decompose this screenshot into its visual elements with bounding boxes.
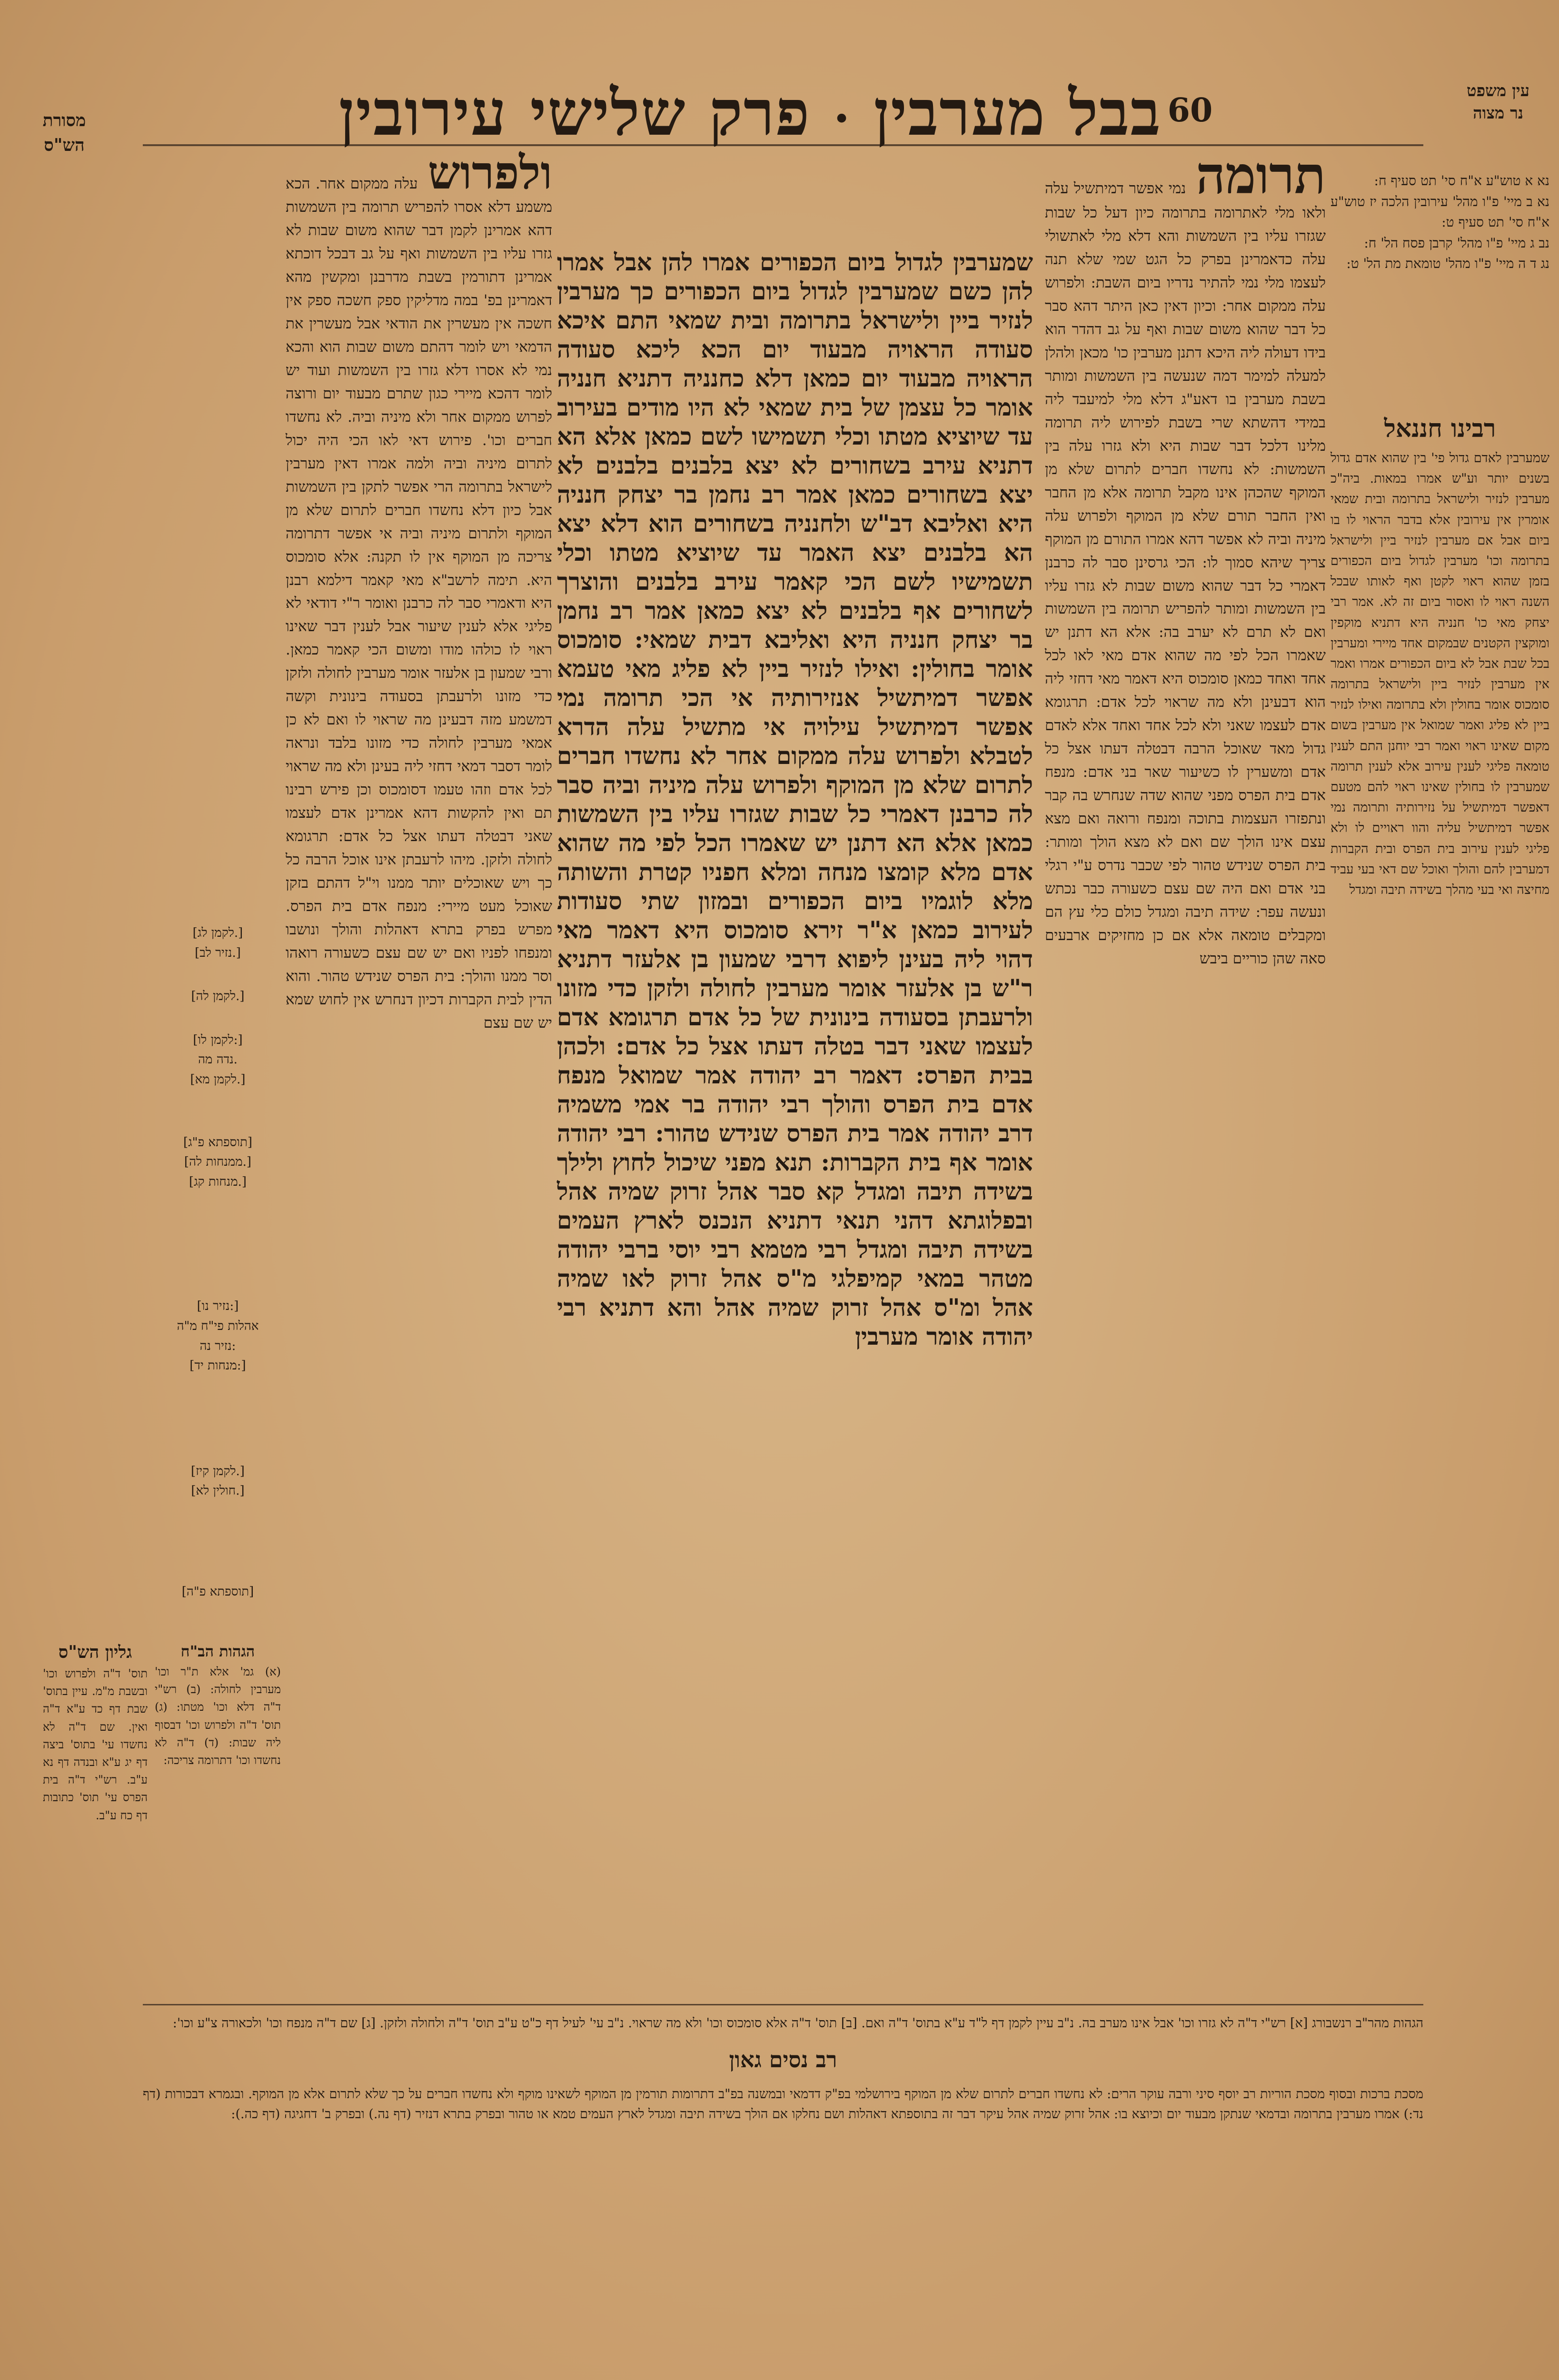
rabbeinu-chananel <box>1331 414 1549 1999</box>
mesoret-note: [תוספתא פ"ה] <box>181 1584 254 1599</box>
gilyon-hashas-text: תוס' ד"ה ולפרוש וכו' ובשבת מ"מ. עיין בתוס' שבת דף כד ע"א ד"ה ואין. שם ד"ה לא נחשדו עי' בתוס' ביצה דף יג ע"א ובנדה דף נא ע"ב. רש"י ד"ה בית הפרס עי' תוס' כתובות דף כח ע"ב. <box>43 1667 148 1822</box>
tosafot-text: עלה ממקום אחר. הכא משמע דלא אסרו להפריש תרומה בין השמשות דהא אמרינן לקמן דבר שהוא משום שבות לא גזרו עליו בין השמשות ואף על גב דבכל דוכתא אמרינן דתורמין בשבת מדרבנן ומקשין מהא דאמרינן בפ' במה מדליקין ספק חשכה ספק אין חשכה אין מעשרין את הודאי אבל מעשרין את הדמאי ויש לומר דהתם משום שבות הוא והכא נמי לא אסרו דלא גזרו בין השמשות ועוד יש לומר דהכא מיירי כגון שתרם מבעוד יום ורוצה לפרוש ממקום אחר ולא מיניה וביה. לא נחשדו חברים וכו'. פירוש דאי לאו הכי היה יכול לתרום מיניה וביה ולמה אמרו דאין מערבין לישראל בתרומה הרי אפשר לתקן בין השמשות אבל כיון דלא נחשדו חברים לתרום שלא מן המוקף ולתרום מיניה וביה אי אפשר דתרומה צריכה מן המוקף אין לו תקנה: אלא סומכוס היא. תימה לרשב"א מאי קאמר דילמא רבנן היא ודאמרי סבר לה כרבנן ואומר ר"י דודאי לא פליגי אלא לענין שיעור אבל לענין דבר שאינו ראוי לו כולהו מודו ומשום הכי קאמר כמאן. ורבי שמעון בן אלעזר אומר מערבין לחולה ולזקן כדי מזונו ולרעבתן בסעודה בינונית וקשה דמשמע מזה דבעינן מה שראוי לו ואם לא כן אמאי מערבין לחולה כדי מזונו בלבד ונראה לומר דסבר דמאי דחזי ליה בעינן ולא מה שראוי לכל אדם וזהו טעמו דסומכוס וכן פירש רבינו תם ואין להקשות דהא אמרינן אדם לעצמו שאני דבטלה דעתו אצל כל אדם: תרגומא לחולה ולזקן. מיהו לרעבתן אינו אוכל הרבה כל כך ויש שאוכלים יותר ממנו וי"ל דהתם בזקן שאוכל מעט מיירי: מנפח אדם בית הפרס. מפרש בפרק בתרא דאהלות והולך ונושבו ומנפחו לפניו ואם יש שם עצם כשעורה רואהו וסר ממנו והולך: בית הפרס שנידש טהור. והוא הדין לבית הקברות דכיון דנחרש אין לחוש שמא יש שם עצם <box>286 175 552 1031</box>
rabbeinu-chananel-text: שמערבין לאדם גדול פי' בין שהוא אדם גדול בשנים יותר וע"ש אמרו במאות. ביה"כ מערבין לנזיר ולישראל בתרומה ובית שמאי אומרין אין עירובין אלא בדבר הראוי לו בו ביום אבל אם מערבין לנזיר ביין ולישראל בתרומה וכו' מערבין לגדול ביום הכפורים בזמן שהוא ראוי לקטן ואף לאותו שבכל השנה ראוי לו ואסור ביום זה לא. אמר רבי יצחק מאי כו' חנניה היא דתניא מוקפין ומוקצין הקטנים שבמקום אחד מיירי ומערבין בכל שבת אבל לא ביום הכפורים אמרו ואמר אין מערבין לנזיר ביין ולישראל בתרומה סומכוס אומר בחולין ולא בתרומה ואילו לנזיר ביין לא פליג ואמר שמואל אין מערבין בשום מקום שאינו ראוי ואמר רבי יוחנן התם לענין טומאה פליגי לענין עירוב אלא לענין תרומה שמערבין לו בחולין שאינו ראוי להם מטעם דאפשר דמיתשיל על נזירותיה ותרומה נמי אפשר דמיתשיל עליה והוו ראויים לו ולא פליגי לענין עירוב בית הפרס ובית הקברות דמערבין להם והולך ואוכל שם דאי בעי עביד מחיצה ואי בעי מהלך בשידה תיבה ומגדל <box>1331 451 1549 897</box>
mesoret-note: אהלות פי"ח מ"ה <box>177 1319 259 1333</box>
title-masechet: עירובין <box>338 76 507 150</box>
mesoret-note: [ממנחות לה.] <box>184 1155 252 1170</box>
rav-nissim-gaon-text: מסכת ברכות ובסוף מסכת הוריות רב יוסף סיני ורבה עוקר הרים: לא נחשדו חברים לתרום שלא מן המוקף בירושלמי בפ"ק דדמאי ובמשנה בפ"ב דתרומות תורמין מן המוקף לשאינו מוקף ולא נחשדו חברים על כך שלא לתרום אלא מן המוקף. ובגמרא דבכורות (דף נד:) אמרו מערבין בתרומה ובדמאי שנתקן מבעוד יום וכיוצא בו: אהל זרוק שמיה אהל עיקר דבר זה בתוספתא דאהלות ושם נחלקו אם הולך בשידה תיבה ומגדל לארץ העמים טמא או טהור ובפרק בתרא דנזיר (דף נה.) ובפרק ב' דחגיגה (דף כה.): <box>143 2087 1423 2122</box>
ein-mishpat-label-text: עין משפט נר מצוה <box>1467 81 1529 123</box>
gilyon-hashas-title: גליון הש"ס <box>58 1642 132 1662</box>
bottom-note-ranshburg: הגהות מהר"ב רנשבורג [א] רש"י ד"ה לא גזרו וכו' אבל אינו מערב בה. נ"ב עיין לקמן דף ל"ד ע"א בתוס' ד"ה ואם. [ב] תוס' ד"ה אלא סומכוס וכו' ולא מה שראוי. נ"ב עי' לעיל דף כ"ט ע"ב תוס' ד"ה ולחולה ולזקן. [ג] שם ד"ה מנפח וכו' ולכאורה צ"ע וכו': <box>172 2016 1423 2031</box>
gemara-text-block <box>557 248 1033 1628</box>
rav-nissim-gaon-title: רב נסים גאון <box>729 2046 837 2073</box>
mesoret-note: [לקמן לג.] <box>192 926 243 940</box>
rashi-lead-word: תרומה <box>1196 146 1326 206</box>
title-perek-label: פרק <box>709 76 811 150</box>
hagahot-habach-title: הגהות הב"ח <box>180 1642 255 1660</box>
gilyon-hashas <box>43 1642 148 2004</box>
ein-mishpat-entries <box>1331 150 1549 407</box>
rashi-text: נמי אפשר דמיתשיל עלה ולאו מלי לאתרומה בתרומה כיון דעל כל שבות שגזרו עליו בין השמשות והא דלא מלי לאתשולי עלה כדאמרינן בפרק כל הגט שמי שלא תנה לעצמו מלי נמי להתיר נדריו ביום השבת: ולפרוש עלה ממקום אחר: וכיון דאין כאן היתר דהא סבר כל דבר שהוא משום שבות ואף על גב דהדר הוא בידו דעולה ליה היכא דתנן מערבין כו' מכאן ולהלן למעלה למימר דמה שנעשה בין השמשות ומותר בשבת מערבין בו דאע"ג דלא מלי למיעבד ליה במידי דהשתא שרי בשבת לפירוש ליה תרומה מלינו דלכל דבר שבות היא ולא גזרו עלה בין השמשות: לא נחשדו חברים לתרום שלא מן המוקף שהכהן אינו מקבל תרומה אלא מן החבר ואין החבר תורם שלא מן המוקף ולפרוש עלה מיניה וביה לא אפשר דהא אמרו התורם מן המוקף צריך שיהא סמוך לו: הכי גרסינן סבר לה כרבנן דאמרי כל דבר שהוא משום שבות לא גזרו עליו בין השמשות ומותר להפריש תרומה בין השמשות ואם לא תרם לא יערב בה: אלא הא דתנן יש שאמרו הכל לפי מה שהוא אדם מאי לאו לכל אחד ואחד כמאן סומכוס היא דאמר מאי דחזי ליה הוא דבעינן ולא מה שראוי לכל אדם: תרגומא אדם לעצמו שאני ולא לכל אחד ואחד אלא לאדם גדול מאד שאוכל הרבה דבטלה דעתו אצל כל אדם ומשערין לו כשיעור שאר בני אדם: מנפח אדם בית הפרס מפני שהוא שדה שנחרש בה קבר ונתפזרו העצמות בתוכה ומנפח ורואה ואם מצא עצם אינו הולך שם ואם לא מצא הולך ומותר: בית הפרס שנידש טהור לפי שכבר נדרס ע"י רגלי בני אדם ואם היה שם עצם כשעורה כבר נכתש ונעשה עפר: שידה תיבה ומגדל כולם כלי עץ הם ומקבלים טומאה אלא אם כן מחזיקים ארבעים סאה שהן כוריים ביבש <box>1045 180 1326 967</box>
frame-bottom-rule <box>143 2004 1423 2005</box>
header-mesoret-label <box>19 83 109 156</box>
mesoret-note: [נזיר נו:] <box>197 1299 239 1314</box>
bottom-notes <box>143 2013 1423 2380</box>
mesoret-note: [נזיר לב.] <box>195 945 241 960</box>
hagahot-habach-text: (א) גמ' אלא ת"ר וכו' מערבין לחולה: (ב) רש"י ד"ה דלא וכו' מטתו: (ג) תוס' ד"ה ולפרוש וכו' דבסוף ליה שבות: (ד) ד"ה לא נחשדו וכו' דתרומה צריכה: <box>155 1665 281 1767</box>
mesoret-note: [לקמן לה.] <box>191 989 245 1004</box>
tosafot-lead-word: ולפרוש <box>427 146 553 199</box>
mesoret-note: [חולין לא.] <box>191 1484 245 1498</box>
page-number: 60 <box>1167 91 1213 129</box>
rashi-column <box>1045 146 1326 1999</box>
title-perek-name: שלישי <box>530 76 686 150</box>
page-title: בבל מערבין · פרק שלישי עירובין <box>338 76 1162 150</box>
mesoret-note: [תוספתא פ"ג] <box>183 1135 253 1150</box>
mesoret-note: [לקמן לו:] <box>193 1032 243 1047</box>
mesoret-notes <box>155 181 281 1609</box>
mesoret-note: נזיר נה: <box>199 1339 236 1353</box>
mesoret-note: [לקמן קיז.] <box>191 1464 245 1478</box>
page-header <box>0 57 1559 156</box>
header-ein-mishpat-label <box>1450 57 1546 123</box>
mesoret-note: נדה מה. <box>198 1052 238 1067</box>
title-talmud: בבל <box>1069 76 1162 150</box>
rabbeinu-chananel-title: רבינו חננאל <box>1384 414 1496 443</box>
ein-mishpat-text: נא א טוש"ע א"ח סי' תט סעיף ח: נא ב מיי' פ"ו מהל' עירובין הלכה יז טוש"ע א"ח סי' תט סעיף ט: נב ג מיי' פ"ו מהל' קרבן פסח הל' ח: נג ד ה מיי' פ"ו מהל' טומאת מת הל' ט: <box>1331 173 1549 271</box>
mesoret-label-text: מסורת הש"ס <box>42 110 86 156</box>
mesoret-note: [לקמן מא.] <box>190 1072 246 1087</box>
hagahot-habach <box>155 1642 281 1975</box>
title-chapter: מערבין <box>874 76 1046 150</box>
gemara-text: שמערבין לגדול ביום הכפורים אמרו להן אבל אמרו להן כשם שמערבין לגדול ביום הכפורים כך מערבין לנזיר ביין ולישראל בתרומה ובית שמאי התם איכא סעודה הראויה מבעוד יום הכא ליכא סעודה הראויה מבעוד יום כמאן דלא כחנניה דתניא חנניה אומר כל עצמן של בית שמאי לא היו מודים בעירוב עד שיוציא מטתו וכלי תשמישו לשם כמאן אלא הא דתניא עירב בשחורים לא יצא בלבנים בלבנים לא יצא בשחורים כמאן אמר רב נחמן בר יצחק חנניה היא ואליבא דב"ש ולחנניה בשחורים הוא דלא יצא הא בלבנים יצא האמר עד שיוציא מטתו וכלי תשמישיו לשם הכי קאמר עירב בלבנים והוצרך לשחורים אף בלבנים לא יצא כמאן אמר רב נחמן בר יצחק חנניה היא ואליבא דבית שמאי: סומכוס אומר בחולין: ואילו לנזיר ביין לא פליג מאי טעמא אפשר דמיתשיל אנזירותיה אי הכי תרומה נמי אפשר דמיתשיל עילויה אי מתשיל עלה הדרא לטבלא ולפרוש עלה ממקום אחר לא נחשדו חברים לתרום שלא מן המוקף ולפרוש עלה מיניה וביה סבר לה כרבנן דאמרי כל שבות שגזרו עליו בין השמשות כמאן אלא הא דתנן יש שאמרו הכל לפי מה שהוא אדם מלא קומצו מנחה ומלא חפניו קטרת והשותה מלא לוגמיו ביום הכפורים ובמזון שתי סעודות לעירוב כמאן א"ר זירא סומכוס היא דאמר מאי דהוי ליה בעינן ליפוא דרבי שמעון בן אלעזר דתניא ר"ש בן אלעזר אומר מערבין לחולה ולזקן כדי מזונו ולרעבתן בסעודה בינונית של כל אדם תרגומא אדם לעצמו שאני דבר בטלה דעתו אצל כל אדם: ולכהן בבית הפרס: דאמר רב יהודה אמר שמואל מנפח אדם בית הפרס והולך רבי יהודה בר אמי משמיה דרב יהודה אמר בית הפרס שנידש טהור: רבי יהודה אומר אף בית הקברות: תנא מפני שיכול לחוץ ולילך בשידה תיבה ומגדל קא סבר אהל זרוק שמיה אהל ובפלוגתא דהני תנאי דתניא הנכנס לארץ העמים בשידה תיבה ומגדל רבי מטמא רבי יוסי ברבי יהודה מטהר במאי קמיפלגי מ"ס אהל זרוק לאו שמיה אהל ומ"ס אהל זרוק שמיה אהל והא דתניא רבי יהודה אומר מערבין <box>557 248 1033 1350</box>
mesoret-note: [מנחות יד:] <box>189 1359 246 1373</box>
mesoret-note: [מנחות קג.] <box>189 1174 247 1189</box>
tosafot-column <box>286 146 553 1999</box>
